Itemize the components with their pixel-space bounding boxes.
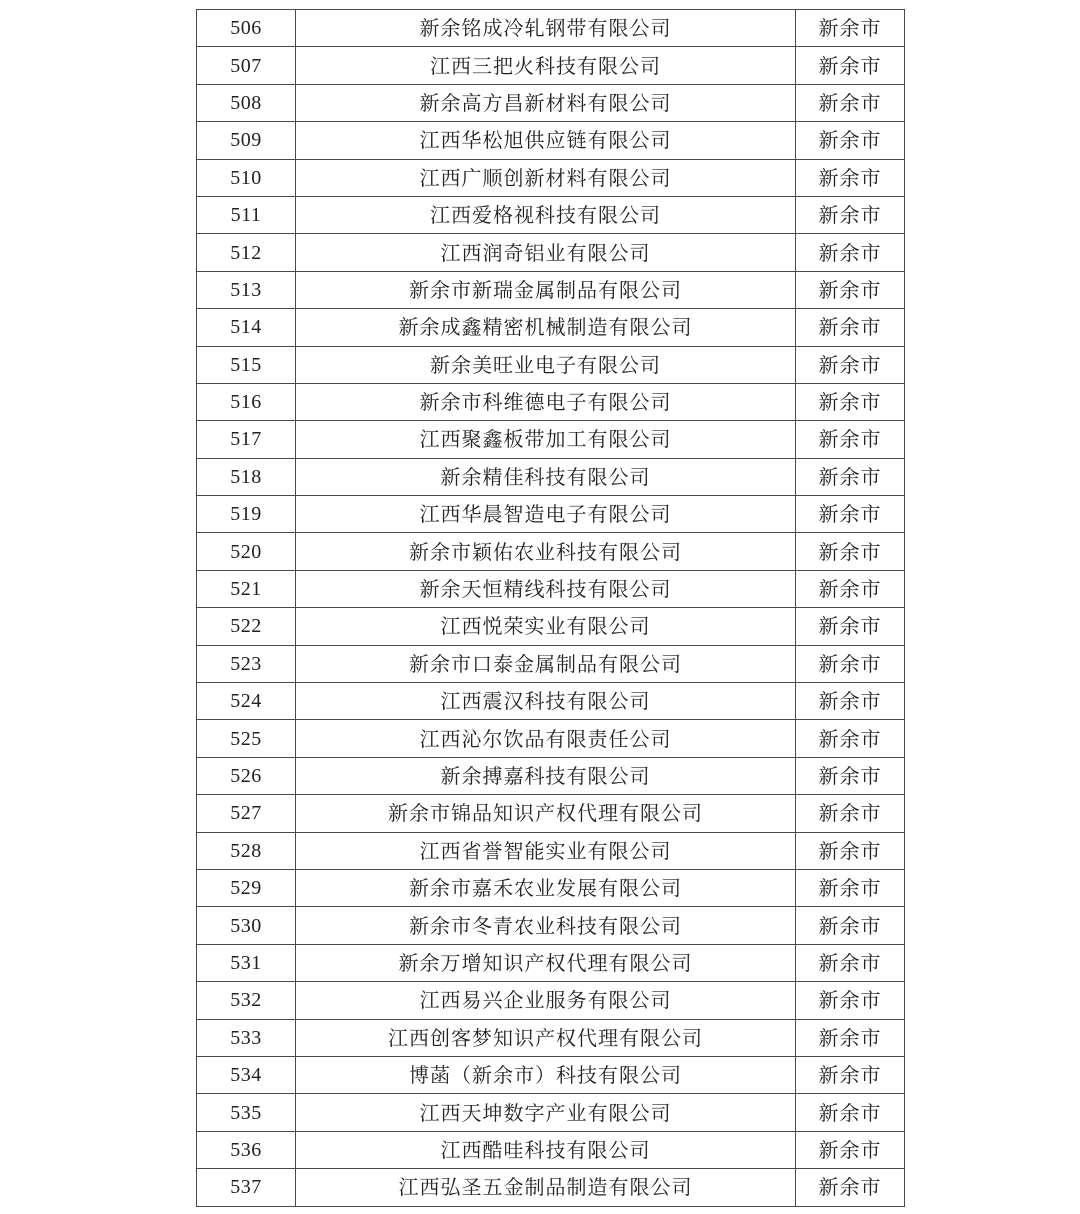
company-name-cell: 江西易兴企业服务有限公司	[296, 982, 796, 1019]
row-number-cell: 537	[197, 1169, 296, 1206]
table-row	[197, 645, 905, 682]
city-cell: 新余市	[796, 234, 905, 271]
city-cell: 新余市	[796, 795, 905, 832]
table-row	[197, 196, 905, 233]
table-row	[197, 1019, 905, 1056]
company-name-cell: 江西悦荣实业有限公司	[296, 608, 796, 645]
company-name-cell: 江西润奇铝业有限公司	[296, 234, 796, 271]
company-list-table	[196, 9, 905, 1207]
city-cell: 新余市	[796, 757, 905, 794]
company-name-cell: 新余万增知识产权代理有限公司	[296, 944, 796, 981]
row-number-cell: 514	[197, 309, 296, 346]
row-number-cell: 506	[197, 10, 296, 47]
table-row	[197, 496, 905, 533]
table-row	[197, 795, 905, 832]
city-cell: 新余市	[796, 159, 905, 196]
city-cell: 新余市	[796, 458, 905, 495]
table-row	[197, 383, 905, 420]
row-number-cell: 532	[197, 982, 296, 1019]
company-name-cell: 江西华晨智造电子有限公司	[296, 496, 796, 533]
row-number-cell: 531	[197, 944, 296, 981]
company-name-cell: 江西酷哇科技有限公司	[296, 1131, 796, 1168]
company-name-cell: 新余铭成冷轧钢带有限公司	[296, 10, 796, 47]
city-cell: 新余市	[796, 1019, 905, 1056]
city-cell: 新余市	[796, 720, 905, 757]
row-number-cell: 509	[197, 122, 296, 159]
row-number-cell: 515	[197, 346, 296, 383]
table-row	[197, 10, 905, 47]
table-row	[197, 832, 905, 869]
row-number-cell: 519	[197, 496, 296, 533]
row-number-cell: 521	[197, 570, 296, 607]
city-cell: 新余市	[796, 122, 905, 159]
table-row	[197, 570, 905, 607]
city-cell: 新余市	[796, 570, 905, 607]
table-row	[197, 122, 905, 159]
row-number-cell: 507	[197, 47, 296, 84]
company-name-cell: 新余市口泰金属制品有限公司	[296, 645, 796, 682]
company-name-cell: 江西爱格视科技有限公司	[296, 196, 796, 233]
company-name-cell: 江西天坤数字产业有限公司	[296, 1094, 796, 1131]
company-name-cell: 江西广顺创新材料有限公司	[296, 159, 796, 196]
row-number-cell: 520	[197, 533, 296, 570]
company-name-cell: 新余市科维德电子有限公司	[296, 383, 796, 420]
table-row	[197, 1131, 905, 1168]
row-number-cell: 533	[197, 1019, 296, 1056]
company-name-cell: 江西沁尔饮品有限责任公司	[296, 720, 796, 757]
city-cell: 新余市	[796, 271, 905, 308]
company-name-cell: 新余天恒精线科技有限公司	[296, 570, 796, 607]
company-name-cell: 江西创客梦知识产权代理有限公司	[296, 1019, 796, 1056]
table-body	[197, 10, 905, 1207]
table-row	[197, 1094, 905, 1131]
table-row	[197, 346, 905, 383]
table-row	[197, 458, 905, 495]
table-row	[197, 271, 905, 308]
row-number-cell: 517	[197, 421, 296, 458]
city-cell: 新余市	[796, 196, 905, 233]
company-name-cell: 新余市锦品知识产权代理有限公司	[296, 795, 796, 832]
table-row	[197, 907, 905, 944]
city-cell: 新余市	[796, 907, 905, 944]
row-number-cell: 525	[197, 720, 296, 757]
table-row	[197, 159, 905, 196]
row-number-cell: 512	[197, 234, 296, 271]
company-name-cell: 江西三把火科技有限公司	[296, 47, 796, 84]
company-name-cell: 江西弘圣五金制品制造有限公司	[296, 1169, 796, 1206]
city-cell: 新余市	[796, 832, 905, 869]
city-cell: 新余市	[796, 683, 905, 720]
table-row	[197, 944, 905, 981]
table-row	[197, 84, 905, 121]
table-row	[197, 533, 905, 570]
city-cell: 新余市	[796, 1169, 905, 1206]
table-row	[197, 1169, 905, 1206]
company-name-cell: 江西震汉科技有限公司	[296, 683, 796, 720]
city-cell: 新余市	[796, 645, 905, 682]
row-number-cell: 528	[197, 832, 296, 869]
table-row	[197, 234, 905, 271]
company-name-cell: 新余市冬青农业科技有限公司	[296, 907, 796, 944]
row-number-cell: 522	[197, 608, 296, 645]
city-cell: 新余市	[796, 608, 905, 645]
row-number-cell: 527	[197, 795, 296, 832]
table-row	[197, 1056, 905, 1093]
company-name-cell: 新余市嘉禾农业发展有限公司	[296, 869, 796, 906]
company-name-cell: 博菡（新余市）科技有限公司	[296, 1056, 796, 1093]
city-cell: 新余市	[796, 346, 905, 383]
table-row	[197, 982, 905, 1019]
table-row	[197, 608, 905, 645]
company-name-cell: 新余高方昌新材料有限公司	[296, 84, 796, 121]
table-row	[197, 421, 905, 458]
row-number-cell: 534	[197, 1056, 296, 1093]
company-name-cell: 新余成鑫精密机械制造有限公司	[296, 309, 796, 346]
city-cell: 新余市	[796, 47, 905, 84]
row-number-cell: 513	[197, 271, 296, 308]
row-number-cell: 511	[197, 196, 296, 233]
company-name-cell: 江西聚鑫板带加工有限公司	[296, 421, 796, 458]
city-cell: 新余市	[796, 1131, 905, 1168]
row-number-cell: 529	[197, 869, 296, 906]
company-name-cell: 新余美旺业电子有限公司	[296, 346, 796, 383]
row-number-cell: 508	[197, 84, 296, 121]
table-row	[197, 683, 905, 720]
city-cell: 新余市	[796, 944, 905, 981]
city-cell: 新余市	[796, 421, 905, 458]
table-row	[197, 757, 905, 794]
company-name-cell: 江西华松旭供应链有限公司	[296, 122, 796, 159]
city-cell: 新余市	[796, 84, 905, 121]
city-cell: 新余市	[796, 10, 905, 47]
row-number-cell: 510	[197, 159, 296, 196]
company-name-cell: 新余精佳科技有限公司	[296, 458, 796, 495]
row-number-cell: 516	[197, 383, 296, 420]
company-name-cell: 江西省誉智能实业有限公司	[296, 832, 796, 869]
row-number-cell: 536	[197, 1131, 296, 1168]
row-number-cell: 524	[197, 683, 296, 720]
row-number-cell: 518	[197, 458, 296, 495]
row-number-cell: 523	[197, 645, 296, 682]
city-cell: 新余市	[796, 533, 905, 570]
city-cell: 新余市	[796, 496, 905, 533]
company-name-cell: 新余搏嘉科技有限公司	[296, 757, 796, 794]
table-row	[197, 47, 905, 84]
city-cell: 新余市	[796, 383, 905, 420]
company-name-cell: 新余市颖佑农业科技有限公司	[296, 533, 796, 570]
city-cell: 新余市	[796, 1094, 905, 1131]
table-row	[197, 309, 905, 346]
city-cell: 新余市	[796, 869, 905, 906]
table-row	[197, 869, 905, 906]
table-row	[197, 720, 905, 757]
city-cell: 新余市	[796, 1056, 905, 1093]
row-number-cell: 530	[197, 907, 296, 944]
row-number-cell: 535	[197, 1094, 296, 1131]
city-cell: 新余市	[796, 982, 905, 1019]
city-cell: 新余市	[796, 309, 905, 346]
company-name-cell: 新余市新瑞金属制品有限公司	[296, 271, 796, 308]
row-number-cell: 526	[197, 757, 296, 794]
